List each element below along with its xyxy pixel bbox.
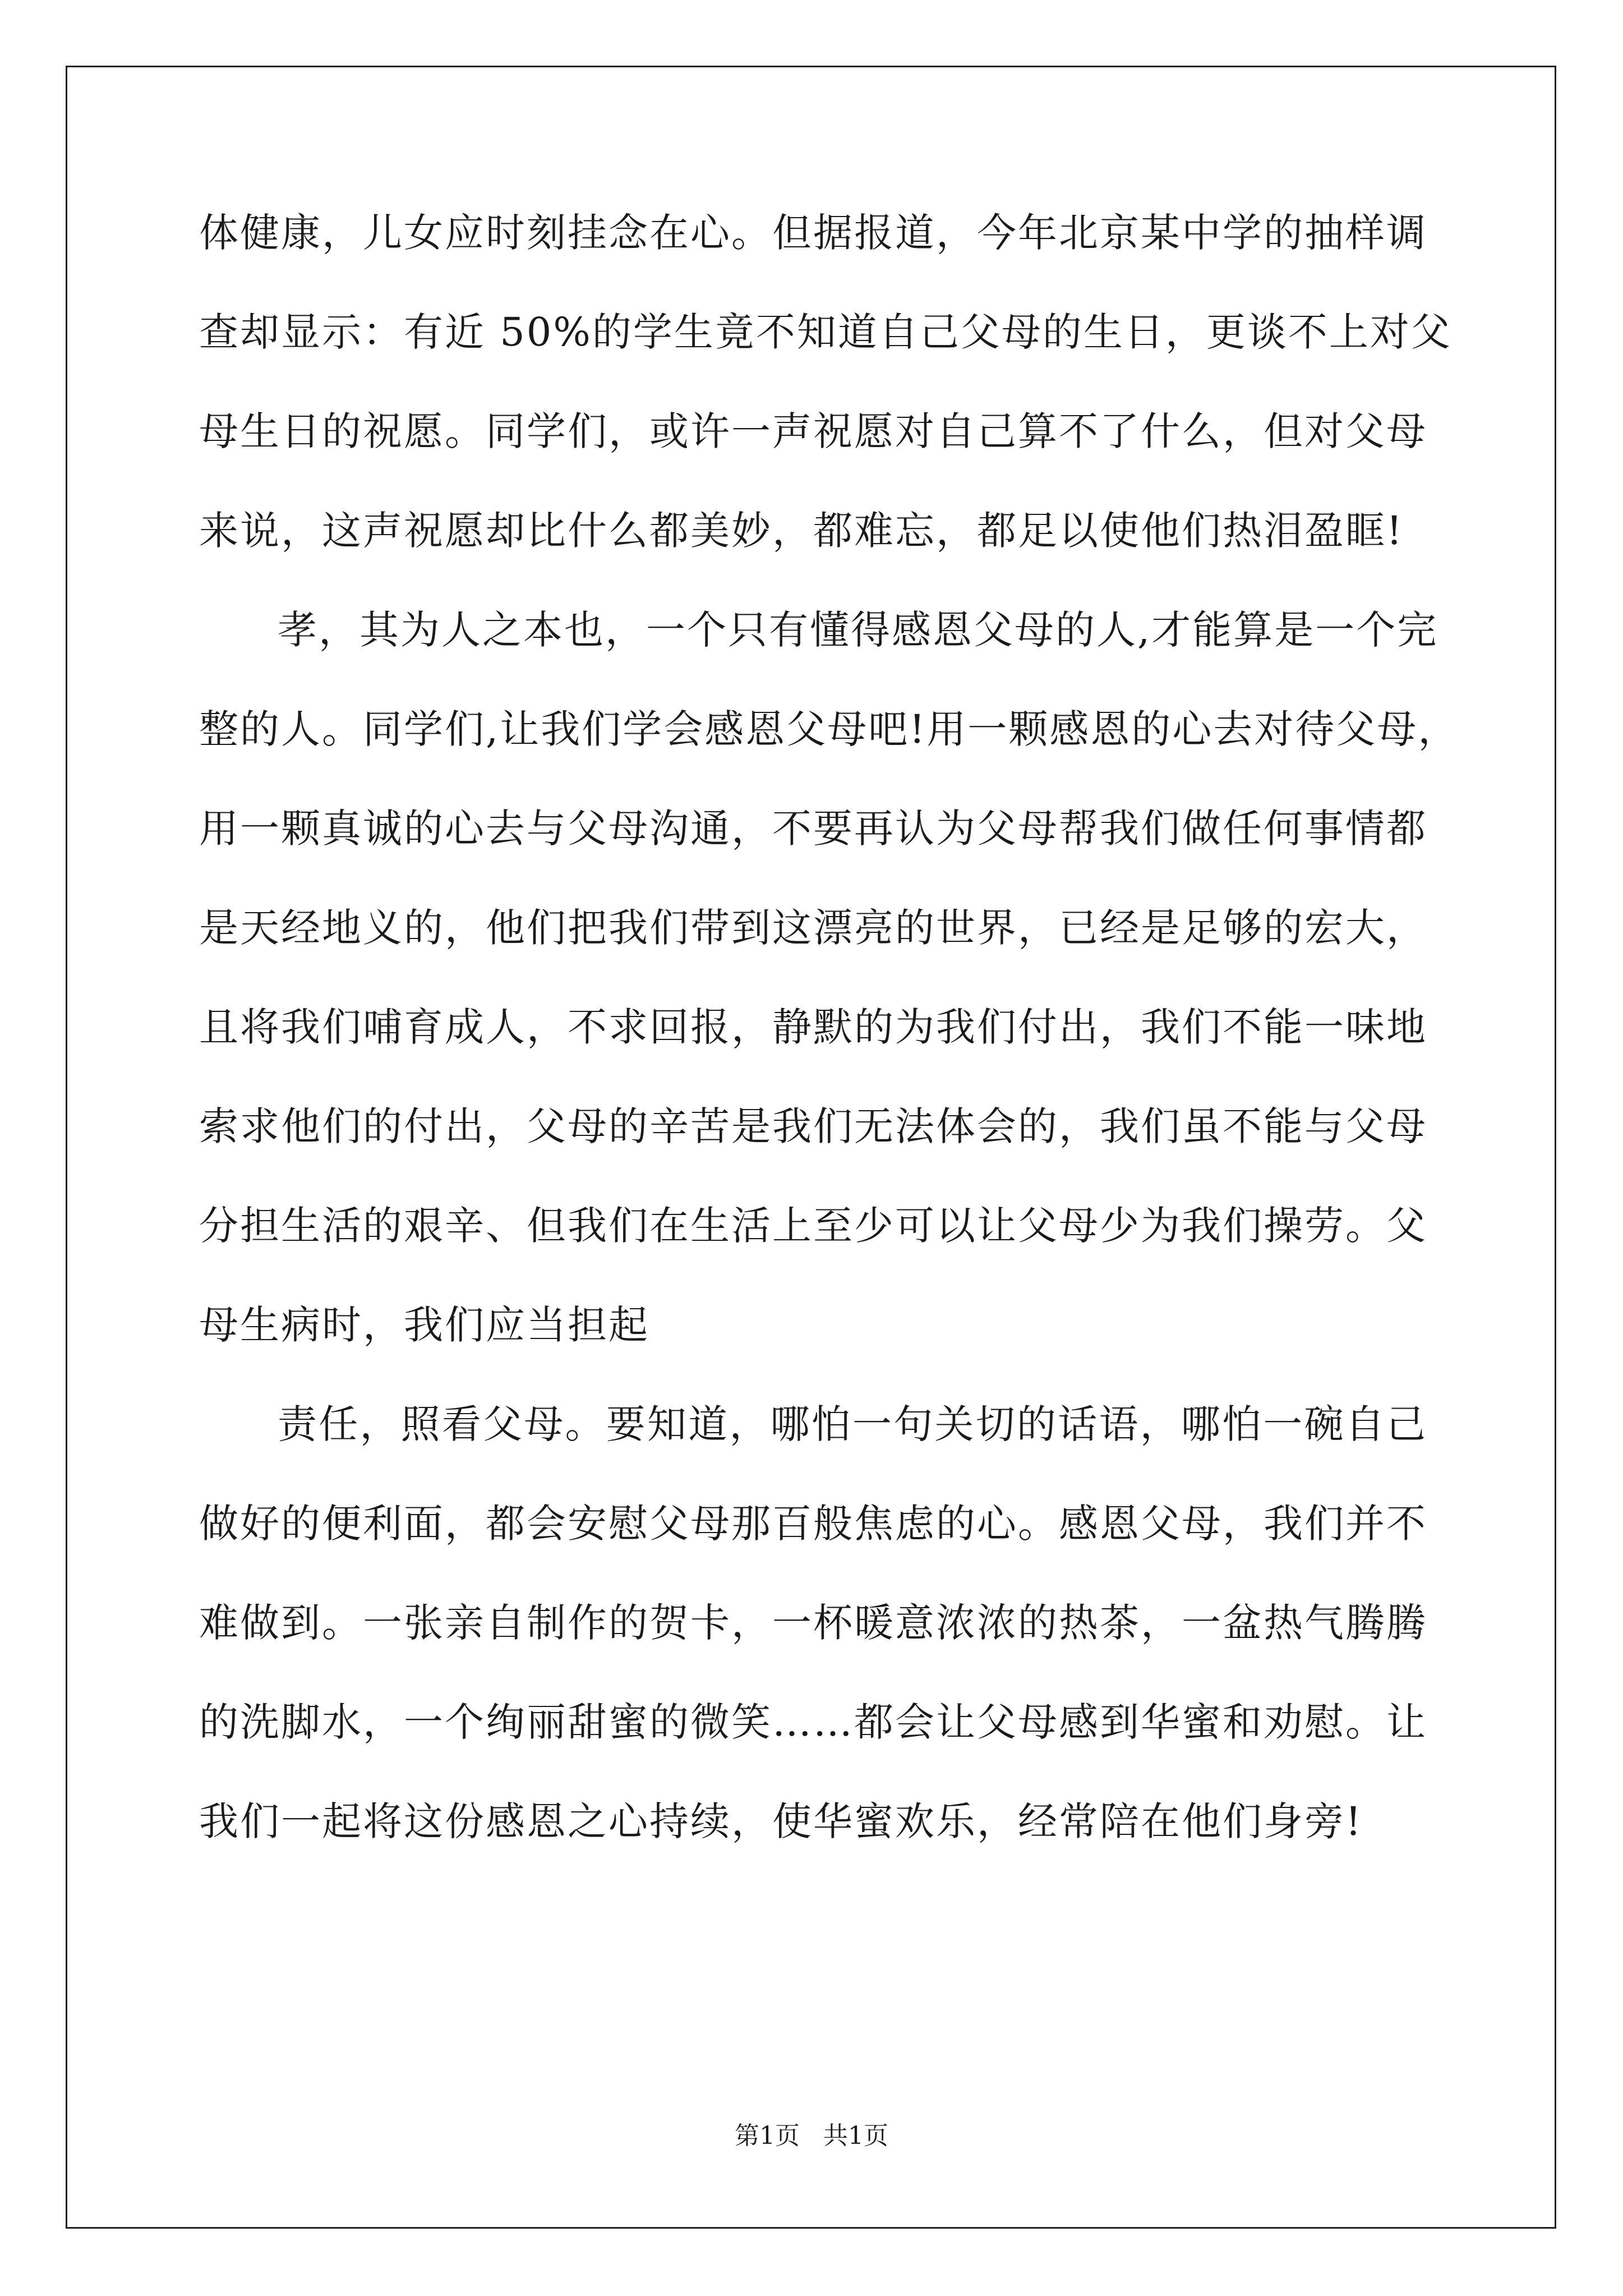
text-line: 索求他们的付出，父母的辛苦是我们无法体会的，我们虽不能与父母 bbox=[199, 1103, 1427, 1149]
page-footer: 第1页 共1页 bbox=[735, 2122, 888, 2150]
text-line: 孝，其为人之本也，一个只有懂得感恩父母的人,才能算是一个完 bbox=[278, 607, 1438, 653]
text-line: 来说，这声祝愿却比什么都美妙，都难忘，都足以使他们热泪盈眶! bbox=[199, 508, 1404, 554]
text-line: 用一颗真诚的心去与父母沟通，不要再认为父母帮我们做任何事情都 bbox=[199, 806, 1427, 852]
text-line: 分担生活的艰辛、但我们在生活上至少可以让父母少为我们操劳。父 bbox=[199, 1203, 1427, 1249]
document-body bbox=[199, 210, 1459, 1901]
text-line: 是天经地义的，他们把我们带到这漂亮的世界，已经是足够的宏大， bbox=[199, 905, 1427, 951]
text-line: 我们一起将这份感恩之心持续，使华蜜欢乐，经常陪在他们身旁! bbox=[199, 1798, 1363, 1844]
text-line: 难做到。一张亲自制作的贺卡，一杯暖意浓浓的热茶，一盆热气腾腾 bbox=[199, 1600, 1427, 1646]
text-line: 的洗脚水，一个绚丽甜蜜的微笑……都会让父母感到华蜜和劝慰。让 bbox=[199, 1699, 1427, 1745]
text-line: 母生日的祝愿。同学们，或许一声祝愿对自己算不了什么，但对父母 bbox=[199, 408, 1427, 454]
text-line: 做好的便利面，都会安慰父母那百般焦虑的心。感恩父母，我们并不 bbox=[199, 1501, 1427, 1547]
text-line: 查却显示：有近 50%的学生竟不知道自己父母的生日，更谈不上对父 bbox=[199, 309, 1452, 355]
text-line: 母生病时，我们应当担起 bbox=[199, 1302, 649, 1348]
text-line: 且将我们哺育成人，不求回报，静默的为我们付出，我们不能一味地 bbox=[199, 1004, 1427, 1050]
text-line: 责任，照看父母。要知道，哪怕一句关切的话语，哪怕一碗自己 bbox=[278, 1401, 1427, 1447]
text-line: 体健康，儿女应时刻挂念在心。但据报道，今年北京某中学的抽样调 bbox=[199, 210, 1427, 256]
text-line: 整的人。同学们,让我们学会感恩父母吧!用一颗感恩的心去对待父母， bbox=[199, 706, 1459, 752]
